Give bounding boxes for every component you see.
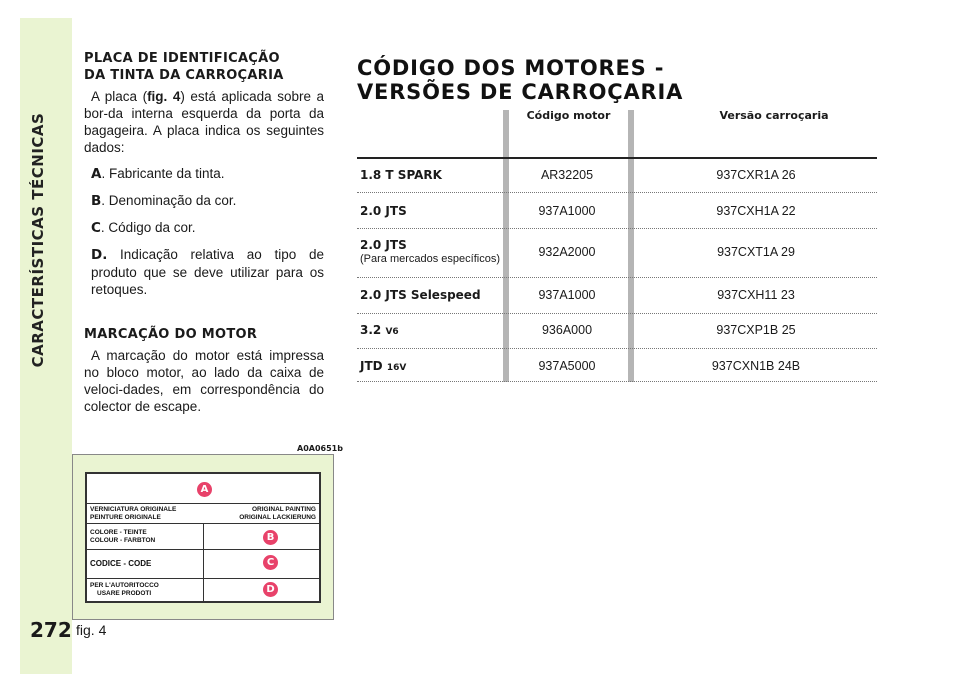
engine-name: JTD 16V: [360, 359, 407, 373]
plate-label-code: CODICE - CODE: [90, 559, 152, 568]
row-divider: [357, 381, 877, 382]
engine-name: 2.0 JTS Selespeed: [360, 288, 481, 302]
paint-plate-figure: [72, 454, 334, 620]
heading-paint-plate: [84, 50, 324, 84]
engine-code: AR32205: [540, 168, 594, 182]
engine-code: 937A5000: [538, 359, 596, 373]
body-version: 937CXN1B 24B: [711, 359, 801, 373]
plate-label-original-it-fr: VERNICIATURA ORIGINALE PEINTURE ORIGINALE: [90, 506, 177, 521]
marker-a-icon: A: [197, 482, 212, 497]
title-line-1: CÓDIGO DOS MOTORES -: [357, 56, 665, 80]
item-text: Indicação relativa ao tipo de produto que se deve utilizar para os retoques.: [91, 247, 324, 297]
table-top-rule: [357, 157, 877, 159]
plate-label-colour: COLORE - TEINTE COLOUR - FARBTON: [90, 529, 156, 544]
engine-codes-title: [357, 56, 683, 104]
heading-line-1: PLACA DE IDENTIFICAÇÃO: [84, 51, 280, 66]
heading-line-2: DA TINTA DA CARROÇARIA: [84, 68, 284, 83]
marker-d-icon: D: [263, 582, 278, 597]
intro-text-start: A placa (: [91, 89, 148, 104]
page-number: 272: [30, 618, 72, 642]
row-divider: [357, 228, 877, 229]
body-version: 937CXR1A 26: [716, 168, 796, 182]
engine-name: 2.0 JTS: [360, 238, 407, 252]
intro-text-end: ) está aplicada sobre a bor-da interna esquerda da porta da bagageira. A placa indica os seguintes dados:: [84, 89, 324, 155]
identification-plate: [85, 472, 321, 603]
figure-code: A0A0651b: [297, 444, 343, 453]
item-text: . Fabricante da tinta.: [101, 166, 225, 181]
item-letter: C: [91, 220, 101, 236]
row-divider: [357, 348, 877, 349]
list-item: [84, 246, 324, 298]
item-text: . Denominação da cor.: [101, 193, 237, 208]
item-text: . Código da cor.: [100, 220, 196, 235]
engine-name: 1.8 T SPARK: [360, 168, 442, 182]
engine-name: 3.2 V6: [360, 323, 399, 337]
item-letter: D.: [91, 247, 108, 263]
list-item: [84, 219, 324, 237]
engine-code: 937A1000: [538, 288, 596, 302]
list-item: [84, 165, 324, 183]
body-version: 937CXP1B 25: [716, 323, 796, 337]
body-version: 937CXH1A 22: [716, 204, 796, 218]
header-body-version: Versão carroçaria: [719, 109, 829, 122]
item-letter: B: [91, 193, 102, 209]
row-divider: [357, 192, 877, 193]
row-divider: [357, 277, 877, 278]
engine-marking-paragraph: [84, 347, 324, 415]
marker-b-icon: B: [263, 530, 278, 545]
plate-label-retouch: PER L'AUTORITOCCO USARE PRODOTI: [90, 582, 159, 597]
title-line-2: VERSÕES DE CARROÇARIA: [357, 80, 684, 104]
engine-marking-text: A marcação do motor está impressa no bloco motor, ao lado da caixa de veloci-dades, em correspondência do colector de escape.: [84, 348, 324, 414]
body-version: 937CXH11 23: [717, 288, 795, 302]
engine-code: 937A1000: [538, 204, 596, 218]
header-engine-code: Código motor: [526, 109, 611, 122]
engine-note: (Para mercados específicos): [360, 253, 500, 265]
plate-label-original-en-de: ORIGINAL PAINTING ORIGINAL LACKIERUNG: [239, 506, 316, 521]
row-divider: [357, 313, 877, 314]
engine-code: 936A000: [541, 323, 593, 337]
marker-c-icon: C: [263, 555, 278, 570]
engine-name: 2.0 JTS: [360, 204, 407, 218]
body-version: 937CXT1A 29: [717, 245, 795, 259]
section-title-vertical: CARACTERÍSTICAS TÉCNICAS: [29, 112, 47, 368]
engine-code: 932A2000: [538, 245, 596, 259]
item-letter: A: [91, 166, 102, 182]
left-column: [84, 50, 324, 415]
intro-paragraph: [84, 88, 324, 156]
list-item: [84, 192, 324, 210]
figure-caption: fig. 4: [76, 622, 107, 638]
figure-reference: fig. 4: [147, 89, 181, 104]
heading-engine-marking: MARCAÇÃO DO MOTOR: [84, 327, 258, 342]
